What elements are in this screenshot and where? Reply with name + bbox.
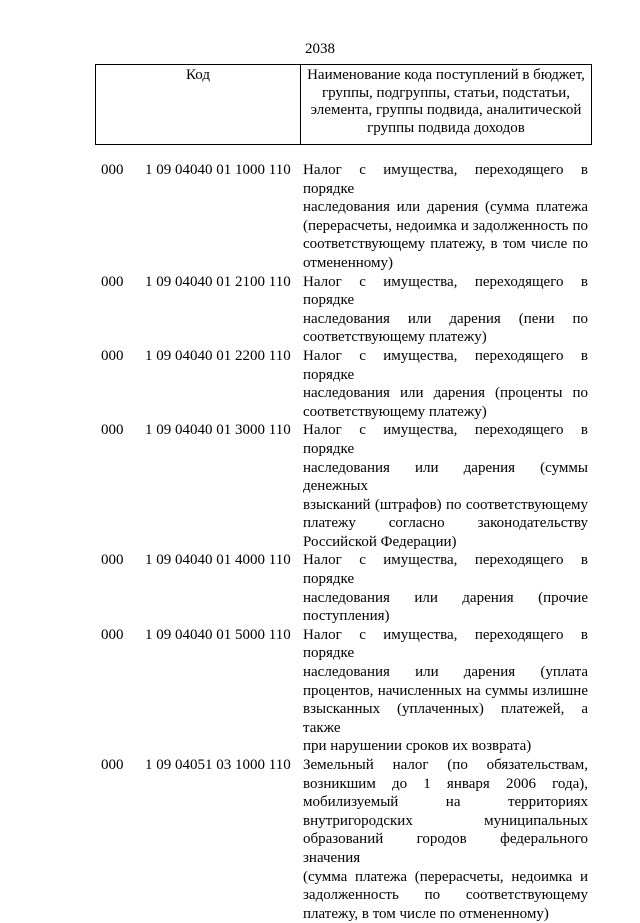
revenue-name-line: поступления) xyxy=(303,608,390,625)
revenue-name-line: мобилизуемый на территориях xyxy=(303,794,588,811)
revenue-code: 1 09 04051 03 1000 110 xyxy=(145,757,291,773)
revenue-name-line: платежу, в том числе по отмененному) xyxy=(303,905,549,922)
revenue-name-line: отмененному) xyxy=(303,254,393,271)
table-row xyxy=(0,626,640,756)
table-row xyxy=(0,347,640,421)
revenue-name-line: платежу согласно законодательству xyxy=(303,515,588,532)
revenue-name-line: процентов, начисленных на суммы излишне xyxy=(303,682,588,699)
admin-code: 000 xyxy=(101,552,124,569)
table-row xyxy=(0,756,640,923)
page-number: 2038 xyxy=(305,41,335,57)
revenue-name-line: Налог с имущества, переходящего в порядке xyxy=(303,626,588,662)
table-body xyxy=(0,161,640,923)
revenue-code: 1 09 04040 01 2100 110 xyxy=(145,273,291,290)
table-row xyxy=(0,551,640,625)
revenue-name-line: соответствующему платежу, в том числе по xyxy=(303,236,588,253)
revenue-name xyxy=(303,756,588,923)
revenue-name-line: наследования или дарения (суммы денежных xyxy=(303,459,588,495)
revenue-name-line: задолженность по соответствующему xyxy=(303,887,588,904)
revenue-name-line: Налог с имущества, переходящего в порядке xyxy=(303,273,588,309)
table-header xyxy=(95,64,592,145)
revenue-name-line: (сумма платежа (перерасчеты, недоимка и xyxy=(303,868,588,885)
revenue-name-line: наследования или дарения (пени по xyxy=(303,310,588,327)
admin-code: 000 xyxy=(101,347,124,364)
revenue-name-line: наследования или дарения (уплата xyxy=(303,664,588,681)
revenue-name-line: Земельный налог (по обязательствам, xyxy=(303,757,588,773)
revenue-name xyxy=(303,347,588,421)
revenue-name-line: Налог с имущества, переходящего в порядке xyxy=(303,422,588,457)
revenue-name-line: наследования или дарения (сумма платежа xyxy=(303,199,588,216)
table-row xyxy=(0,273,640,347)
revenue-name xyxy=(303,273,588,347)
revenue-name-line: (перерасчеты, недоимка и задолженность по xyxy=(303,217,588,234)
revenue-name-line: соответствующему платежу) xyxy=(303,403,487,420)
revenue-name xyxy=(303,161,588,273)
revenue-code: 1 09 04040 01 2200 110 xyxy=(145,347,291,364)
revenue-name-line: возникшим до 1 января 2006 года), xyxy=(303,775,588,792)
table-row xyxy=(0,421,640,551)
revenue-code: 1 09 04040 01 4000 110 xyxy=(145,552,291,569)
revenue-name-line: Налог с имущества, переходящего в порядке xyxy=(303,347,588,383)
header-code-label: Код xyxy=(96,65,301,144)
revenue-name xyxy=(303,551,588,625)
revenue-name xyxy=(303,626,588,756)
admin-code: 000 xyxy=(101,626,124,643)
admin-code: 000 xyxy=(101,162,124,178)
revenue-name-line: взысканий (штрафов) по соответствующему xyxy=(303,496,588,513)
revenue-name-line: соответствующему платежу) xyxy=(303,329,487,346)
revenue-name-line: наследования или дарения (прочие xyxy=(303,589,588,606)
revenue-name-line: Налог с имущества, переходящего в порядке xyxy=(303,552,588,588)
admin-code: 000 xyxy=(101,273,124,290)
revenue-code: 1 09 04040 01 3000 110 xyxy=(145,422,291,439)
revenue-name xyxy=(303,421,588,551)
revenue-name-line: Российской Федерации) xyxy=(303,533,457,550)
table-row xyxy=(0,161,640,273)
revenue-name-line: взысканных (уплаченных) платежей, а также xyxy=(303,701,588,736)
header-name-label: Наименование кода поступлений в бюджет, группы, подгруппы, статьи, подстатьи, элемента, группы подвида, аналитической группы подвида доходов xyxy=(307,67,585,136)
revenue-name-line: образований городов федерального значения xyxy=(303,831,588,866)
revenue-name-line: наследования или дарения (проценты по xyxy=(303,385,588,402)
revenue-name-line: при нарушении сроков их возврата) xyxy=(303,738,532,755)
admin-code: 000 xyxy=(101,422,124,439)
revenue-name-line: Налог с имущества, переходящего в порядке xyxy=(303,162,588,197)
revenue-name-line: внутригородских муниципальных xyxy=(303,812,588,829)
revenue-code: 1 09 04040 01 1000 110 xyxy=(145,162,291,178)
revenue-code: 1 09 04040 01 5000 110 xyxy=(145,626,291,643)
admin-code: 000 xyxy=(101,757,124,773)
